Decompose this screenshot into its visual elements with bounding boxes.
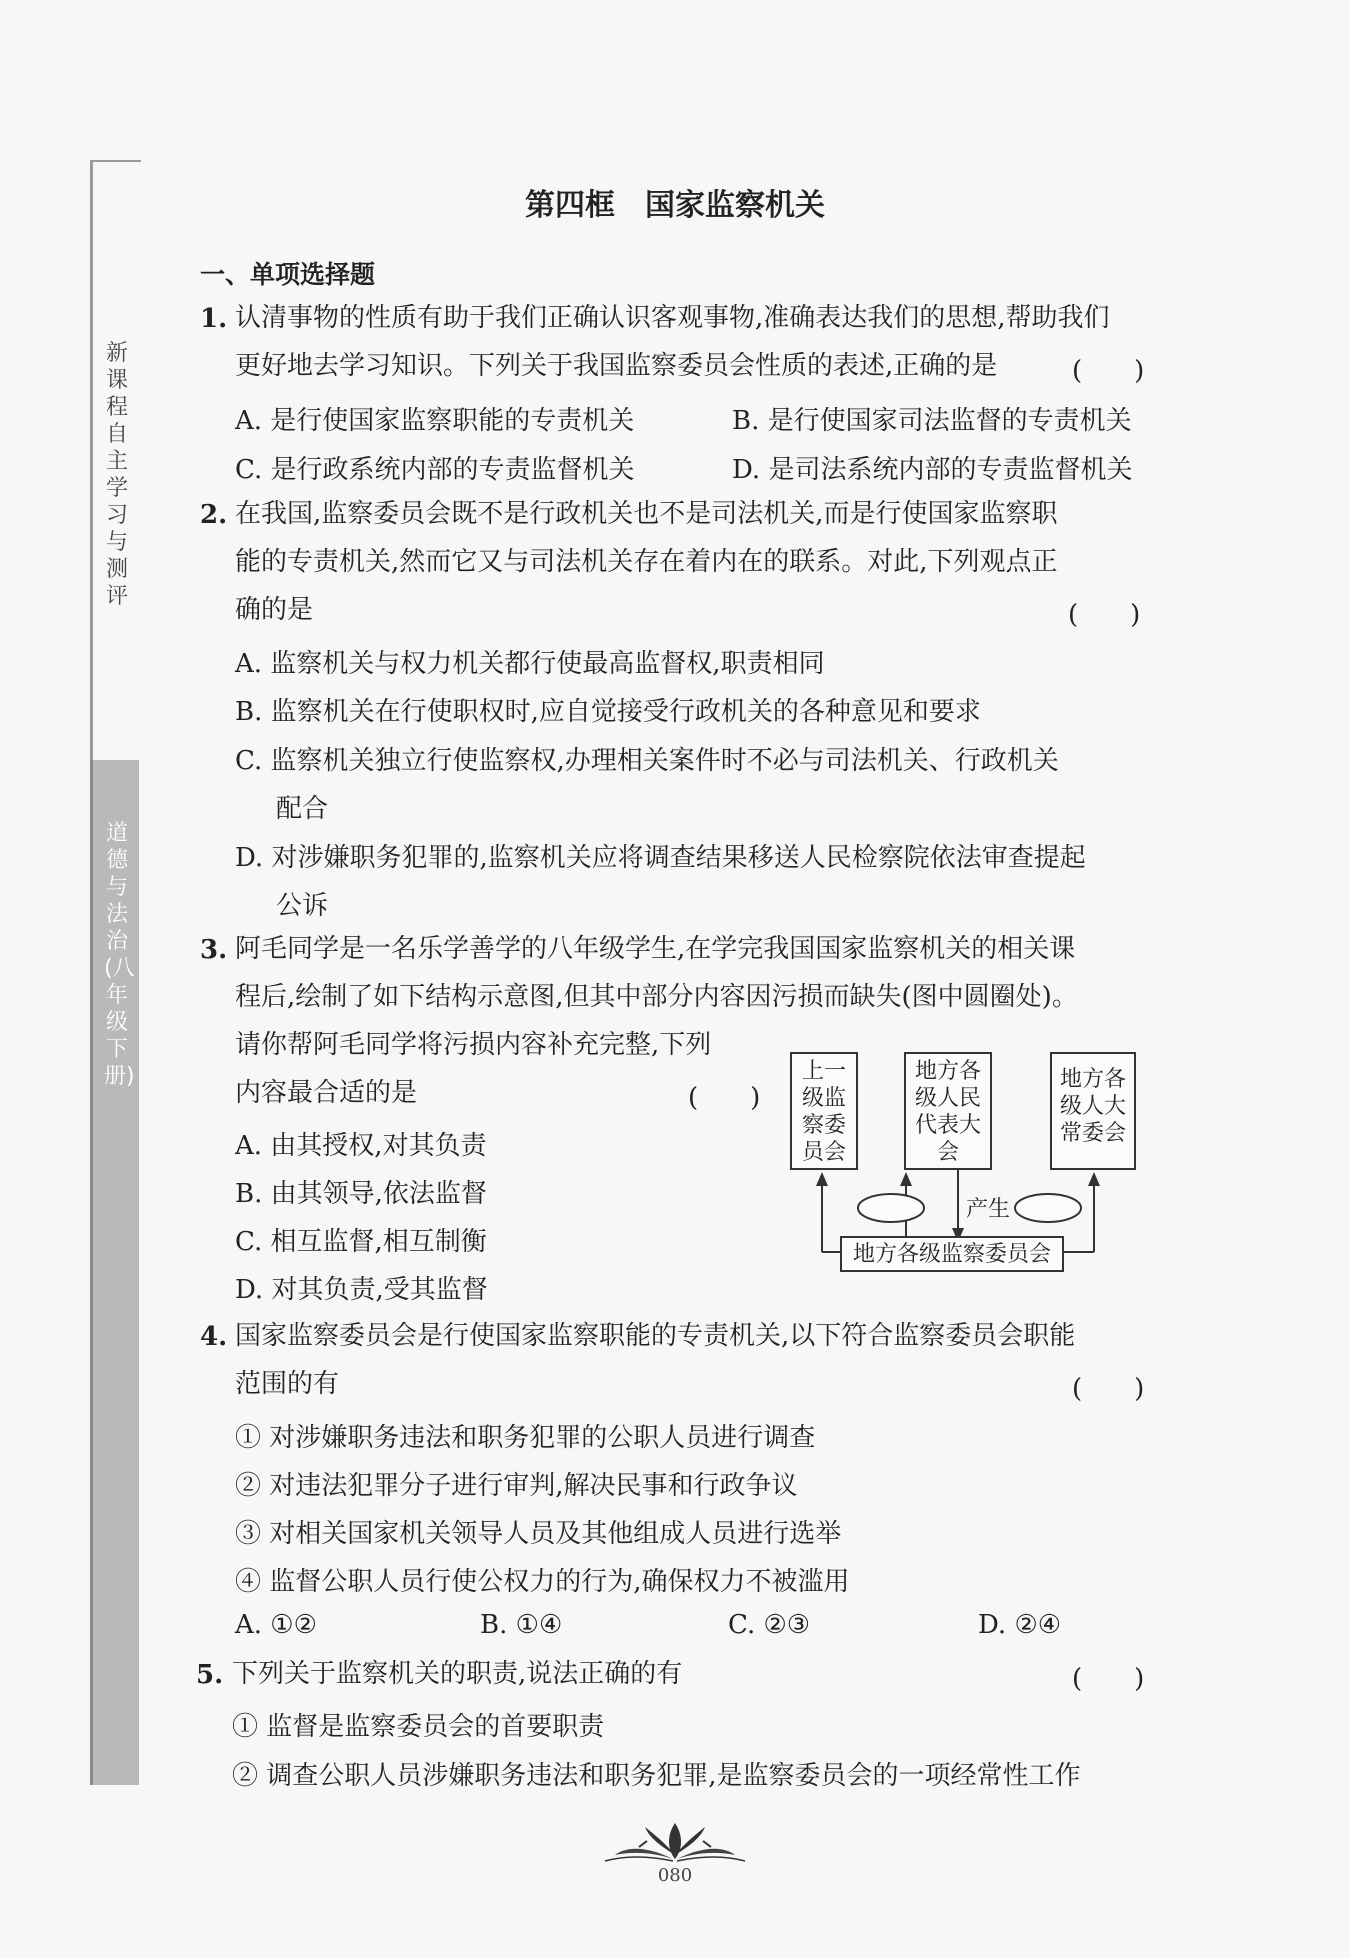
arrowhead-up-left — [816, 1172, 828, 1186]
option-c: C. 监察机关独立行使监察权,办理相关案件时不必与司法机关、行政机关 — [235, 746, 1059, 776]
answer-parentheses: ( ) — [1068, 600, 1141, 630]
option-d: D. ②④ — [978, 1610, 1062, 1640]
book-title: 道德与法治(八年级下册) — [104, 821, 135, 1089]
question-text-line: 更好地去学习知识。下列关于我国监察委员会性质的表述,正确的是 — [235, 351, 998, 381]
box-upper-level-supervisory-commission: 上一级监察委员会 — [790, 1052, 858, 1170]
option-c: C. 是行政系统内部的专责监督机关 — [235, 455, 635, 485]
question-number: 4. — [200, 1322, 228, 1352]
option-d: D. 对涉嫌职务犯罪的,监察机关应将调查结果移送人民检察院依法审查提起 — [235, 843, 1086, 873]
question-number: 5. — [196, 1660, 224, 1690]
arrow-label-produce: 产生 — [966, 1197, 1011, 1222]
question-text-line: 能的专责机关,然而它又与司法机关存在着内在的联系。对此,下列观点正 — [235, 547, 1058, 577]
box-local-supervisory-commission: 地方各级监察委员会 — [840, 1236, 1064, 1272]
option-a: A. 由其授权,对其负责 — [235, 1131, 487, 1161]
question-text-line: 内容最合适的是 — [235, 1078, 418, 1108]
option-a: A. ①② — [235, 1610, 317, 1640]
missing-content-circle-left — [858, 1194, 924, 1222]
question-number: 2. — [200, 500, 228, 530]
question-number: 3. — [200, 935, 228, 965]
page-title: 第四框 国家监察机关 — [525, 188, 825, 223]
option-c: C. 相互监督,相互制衡 — [235, 1227, 487, 1257]
statement-4: ④ 监督公职人员行使公权力的行为,确保权力不被滥用 — [235, 1567, 850, 1597]
answer-parentheses: ( ) — [1072, 1374, 1145, 1404]
question-text-line: 国家监察委员会是行使国家监察职能的专责机关,以下符合监察委员会职能 — [235, 1321, 1076, 1351]
option-b: B. 监察机关在行使职权时,应自觉接受行政机关的各种意见和要求 — [235, 697, 981, 727]
option-a: A. 监察机关与权力机关都行使最高监督权,职责相同 — [235, 649, 825, 679]
footer-ornament — [595, 1815, 755, 1865]
question-number: 1. — [200, 304, 228, 334]
answer-parentheses: ( ) — [1072, 1664, 1145, 1694]
series-title: 新课程自主学习与测评 — [105, 341, 128, 609]
question-text-line: 下列关于监察机关的职责,说法正确的有 — [232, 1659, 683, 1689]
question-text-line: 范围的有 — [235, 1369, 340, 1399]
statement-2: ② 调查公职人员涉嫌职务违法和职务犯罪,是监察委员会的一项经常性工作 — [232, 1761, 1081, 1791]
answer-parentheses: ( ) — [688, 1083, 761, 1113]
option-d-continued: 公诉 — [276, 891, 329, 921]
box-local-npc-standing-committee: 地方各级人大常委会 — [1050, 1052, 1136, 1170]
box-local-peoples-congress: 地方各级人民代表大会 — [904, 1052, 992, 1170]
statement-1: ① 对涉嫌职务违法和职务犯罪的公职人员进行调查 — [235, 1423, 816, 1453]
answer-parentheses: ( ) — [1072, 356, 1145, 386]
option-c: C. ②③ — [728, 1610, 811, 1640]
missing-content-circle-right — [1015, 1194, 1081, 1222]
statement-3: ③ 对相关国家机关领导人员及其他组成人员进行选举 — [235, 1519, 842, 1549]
question-text-line: 在我国,监察委员会既不是行政机关也不是司法机关,而是行使国家监察职 — [235, 499, 1058, 529]
option-d: D. 对其负责,受其监督 — [235, 1275, 488, 1305]
page-number: 080 — [657, 1865, 693, 1886]
statement-1: ① 监督是监察委员会的首要职责 — [232, 1712, 605, 1742]
option-c-continued: 配合 — [276, 794, 329, 824]
option-d: D. 是司法系统内部的专责监督机关 — [732, 455, 1133, 485]
question-text-line: 阿毛同学是一名乐学善学的八年级学生,在学完我国国家监察机关的相关课 — [235, 934, 1076, 964]
option-b: B. 是行使国家司法监督的专责机关 — [732, 406, 1132, 436]
option-b: B. 由其领导,依法监督 — [235, 1179, 487, 1209]
section-heading: 一、单项选择题 — [200, 260, 376, 289]
question-text-line: 确的是 — [235, 595, 314, 625]
question-text-line: 请你帮阿毛同学将污损内容补充完整,下列 — [235, 1030, 712, 1060]
option-a: A. 是行使国家监察职能的专责机关 — [235, 406, 635, 436]
option-b: B. ①④ — [480, 1610, 563, 1640]
arrowhead-up-right — [1088, 1172, 1100, 1186]
statement-2: ② 对违法犯罪分子进行审判,解决民事和行政争议 — [235, 1471, 798, 1501]
question-text-line: 认清事物的性质有助于我们正确认识客观事物,准确表达我们的思想,帮助我们 — [235, 303, 1110, 333]
question-text-line: 程后,绘制了如下结构示意图,但其中部分内容因污损而缺失(图中圆圈处)。 — [235, 982, 1078, 1012]
